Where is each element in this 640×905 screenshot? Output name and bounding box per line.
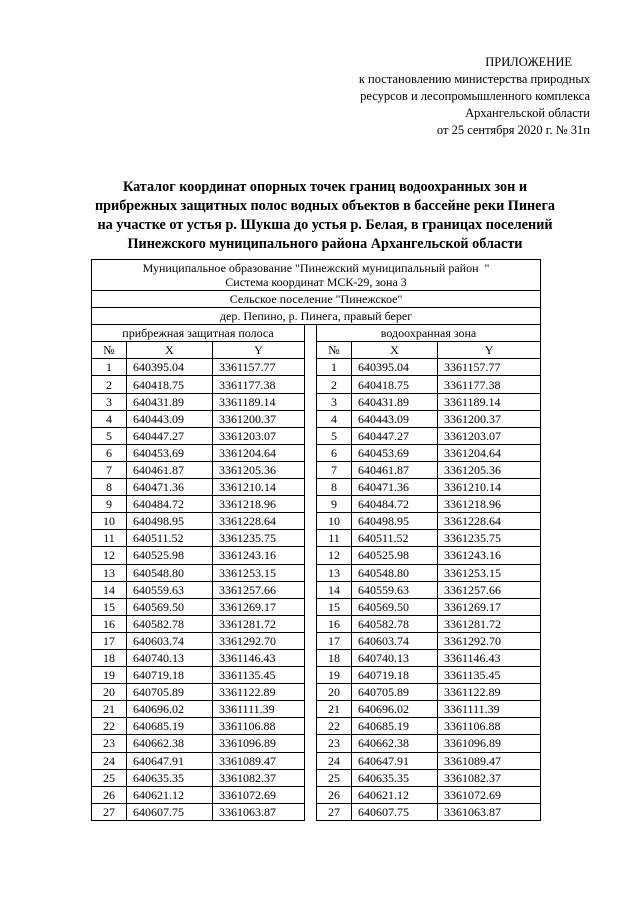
x-value: 640559.63 <box>352 581 438 598</box>
x-value: 640740.13 <box>127 649 213 666</box>
point-number: 11 <box>317 530 352 547</box>
point-number: 22 <box>317 718 352 735</box>
point-number: 24 <box>317 752 352 769</box>
y-value: 3361281.72 <box>438 615 541 632</box>
table-header-row <box>92 260 541 291</box>
table-row <box>92 786 541 803</box>
point-number: 25 <box>92 769 127 786</box>
table-row <box>92 684 541 701</box>
x-value: 640559.63 <box>127 581 213 598</box>
point-number: 9 <box>317 496 352 513</box>
point-number: 22 <box>92 718 127 735</box>
table-row <box>92 752 541 769</box>
table-row <box>92 701 541 718</box>
y-value: 3361228.64 <box>213 513 305 530</box>
y-value: 3361205.36 <box>438 461 541 478</box>
table-row <box>92 632 541 649</box>
table-header-row <box>92 342 541 359</box>
y-value: 3361096.89 <box>438 735 541 752</box>
point-number: 13 <box>317 564 352 581</box>
x-value: 640635.35 <box>127 769 213 786</box>
x-value: 640582.78 <box>352 615 438 632</box>
point-number: 2 <box>317 376 352 393</box>
left-section-label: прибрежная защитная полоса <box>92 325 305 342</box>
table-row <box>92 667 541 684</box>
column-gap <box>305 684 317 701</box>
column-gap <box>305 325 317 342</box>
x-value: 640447.27 <box>352 427 438 444</box>
table-row <box>92 769 541 786</box>
x-value: 640443.09 <box>127 410 213 427</box>
y-value: 3361235.75 <box>213 530 305 547</box>
point-number: 5 <box>317 427 352 444</box>
x-value: 640395.04 <box>352 359 438 376</box>
table-row <box>92 547 541 564</box>
table-row <box>92 461 541 478</box>
column-gap <box>305 581 317 598</box>
x-value: 640461.87 <box>127 461 213 478</box>
point-number: 27 <box>92 803 127 820</box>
y-value: 3361111.39 <box>438 701 541 718</box>
x-value: 640511.52 <box>127 530 213 547</box>
title-line: на участке от устья р. Шукша до устья р. Белая, в границах поселений <box>97 217 553 233</box>
x-value: 640431.89 <box>352 393 438 410</box>
title-line: Пинежского муниципального района Архангельской области <box>127 236 523 252</box>
coordinates-table <box>91 259 541 821</box>
x-value: 640461.87 <box>352 461 438 478</box>
x-value: 640607.75 <box>352 803 438 820</box>
column-gap <box>305 427 317 444</box>
appendix-block <box>300 54 590 139</box>
y-value: 3361228.64 <box>438 513 541 530</box>
x-value: 640569.50 <box>127 598 213 615</box>
x-value: 640484.72 <box>352 496 438 513</box>
col-y-header: Y <box>438 342 541 359</box>
x-value: 640498.95 <box>127 513 213 530</box>
column-gap <box>305 752 317 769</box>
y-value: 3361243.16 <box>213 547 305 564</box>
point-number: 18 <box>317 649 352 666</box>
point-number: 10 <box>317 513 352 530</box>
x-value: 640443.09 <box>352 410 438 427</box>
column-gap <box>305 547 317 564</box>
point-number: 5 <box>92 427 127 444</box>
column-gap <box>305 479 317 496</box>
y-value: 3361177.38 <box>438 376 541 393</box>
point-number: 15 <box>317 598 352 615</box>
point-number: 19 <box>317 667 352 684</box>
point-number: 19 <box>92 667 127 684</box>
y-value: 3361146.43 <box>213 649 305 666</box>
y-value: 3361189.14 <box>213 393 305 410</box>
column-gap <box>305 359 317 376</box>
point-number: 21 <box>92 701 127 718</box>
y-value: 3361292.70 <box>213 632 305 649</box>
point-number: 26 <box>92 786 127 803</box>
y-value: 3361200.37 <box>213 410 305 427</box>
col-no-header: № <box>317 342 352 359</box>
y-value: 3361089.47 <box>438 752 541 769</box>
y-value: 3361189.14 <box>438 393 541 410</box>
column-gap <box>305 461 317 478</box>
x-value: 640569.50 <box>352 598 438 615</box>
x-value: 640696.02 <box>352 701 438 718</box>
table-row <box>92 359 541 376</box>
x-value: 640431.89 <box>127 393 213 410</box>
x-value: 640447.27 <box>127 427 213 444</box>
y-value: 3361200.37 <box>438 410 541 427</box>
col-x-header: X <box>127 342 213 359</box>
x-value: 640418.75 <box>127 376 213 393</box>
table-row <box>92 376 541 393</box>
table-row <box>92 718 541 735</box>
municipality-label: Муниципальное образование "Пинежский муниципальный район " <box>142 261 490 275</box>
point-number: 16 <box>317 615 352 632</box>
point-number: 1 <box>92 359 127 376</box>
y-value: 3361106.88 <box>438 718 541 735</box>
x-value: 640647.91 <box>352 752 438 769</box>
y-value: 3361157.77 <box>438 359 541 376</box>
x-value: 640548.80 <box>127 564 213 581</box>
y-value: 3361210.14 <box>438 479 541 496</box>
column-gap <box>305 393 317 410</box>
point-number: 27 <box>317 803 352 820</box>
point-number: 18 <box>92 649 127 666</box>
point-number: 4 <box>92 410 127 427</box>
x-value: 640685.19 <box>352 718 438 735</box>
table-header-row <box>92 325 541 342</box>
point-number: 23 <box>92 735 127 752</box>
point-number: 14 <box>92 581 127 598</box>
right-section-label: водоохранная зона <box>317 325 541 342</box>
y-value: 3361257.66 <box>438 581 541 598</box>
x-value: 640453.69 <box>352 444 438 461</box>
y-value: 3361253.15 <box>438 564 541 581</box>
column-gap <box>305 615 317 632</box>
x-value: 640471.36 <box>127 479 213 496</box>
x-value: 640607.75 <box>127 803 213 820</box>
table-row <box>92 649 541 666</box>
column-gap <box>305 803 317 820</box>
point-number: 20 <box>92 684 127 701</box>
y-value: 3361203.07 <box>213 427 305 444</box>
point-number: 13 <box>92 564 127 581</box>
table-row <box>92 410 541 427</box>
x-value: 640471.36 <box>352 479 438 496</box>
x-value: 640696.02 <box>127 701 213 718</box>
x-value: 640511.52 <box>352 530 438 547</box>
point-number: 9 <box>92 496 127 513</box>
y-value: 3361082.37 <box>438 769 541 786</box>
point-number: 2 <box>92 376 127 393</box>
point-number: 25 <box>317 769 352 786</box>
table-row <box>92 735 541 752</box>
table-row <box>92 496 541 513</box>
x-value: 640621.12 <box>127 786 213 803</box>
table-header-row <box>92 308 541 325</box>
point-number: 8 <box>92 479 127 496</box>
y-value: 3361082.37 <box>213 769 305 786</box>
point-number: 10 <box>92 513 127 530</box>
title-line: прибрежных защитных полос водных объектов в бассейне реки Пинега <box>94 198 556 214</box>
table-row <box>92 444 541 461</box>
table-row <box>92 513 541 530</box>
table-row <box>92 479 541 496</box>
municipality-cell <box>92 260 541 291</box>
x-value: 640621.12 <box>352 786 438 803</box>
point-number: 3 <box>92 393 127 410</box>
appendix-title: ПРИЛОЖЕНИЕ <box>485 55 572 69</box>
y-value: 3361269.17 <box>213 598 305 615</box>
y-value: 3361063.87 <box>438 803 541 820</box>
column-gap <box>305 342 317 359</box>
x-value: 640662.38 <box>352 735 438 752</box>
table-row <box>92 581 541 598</box>
column-gap <box>305 564 317 581</box>
x-value: 640603.74 <box>127 632 213 649</box>
x-value: 640685.19 <box>127 718 213 735</box>
table-row <box>92 615 541 632</box>
x-value: 640662.38 <box>127 735 213 752</box>
point-number: 12 <box>317 547 352 564</box>
y-value: 3361204.64 <box>213 444 305 461</box>
point-number: 6 <box>92 444 127 461</box>
column-gap <box>305 769 317 786</box>
point-number: 8 <box>317 479 352 496</box>
y-value: 3361257.66 <box>213 581 305 598</box>
point-number: 15 <box>92 598 127 615</box>
location-label: дер. Пепино, р. Пинега, правый берег <box>92 308 541 325</box>
y-value: 3361072.69 <box>438 786 541 803</box>
x-value: 640647.91 <box>127 752 213 769</box>
y-value: 3361135.45 <box>213 667 305 684</box>
point-number: 7 <box>317 461 352 478</box>
table-row <box>92 598 541 615</box>
table-row <box>92 393 541 410</box>
table-row <box>92 530 541 547</box>
y-value: 3361157.77 <box>213 359 305 376</box>
column-gap <box>305 718 317 735</box>
column-gap <box>305 496 317 513</box>
column-gap <box>305 649 317 666</box>
y-value: 3361122.89 <box>213 684 305 701</box>
y-value: 3361096.89 <box>213 735 305 752</box>
point-number: 7 <box>92 461 127 478</box>
x-value: 640719.18 <box>127 667 213 684</box>
x-value: 640453.69 <box>127 444 213 461</box>
x-value: 640548.80 <box>352 564 438 581</box>
y-value: 3361253.15 <box>213 564 305 581</box>
y-value: 3361111.39 <box>213 701 305 718</box>
y-value: 3361292.70 <box>438 632 541 649</box>
y-value: 3361243.16 <box>438 547 541 564</box>
point-number: 23 <box>317 735 352 752</box>
crs-label: Система координат МСК-29, зона 3 <box>225 275 407 289</box>
document-title <box>60 178 590 254</box>
x-value: 640418.75 <box>352 376 438 393</box>
x-value: 640582.78 <box>127 615 213 632</box>
point-number: 12 <box>92 547 127 564</box>
x-value: 640484.72 <box>127 496 213 513</box>
y-value: 3361281.72 <box>213 615 305 632</box>
y-value: 3361218.96 <box>213 496 305 513</box>
y-value: 3361089.47 <box>213 752 305 769</box>
point-number: 17 <box>317 632 352 649</box>
x-value: 640719.18 <box>352 667 438 684</box>
column-gap <box>305 530 317 547</box>
point-number: 26 <box>317 786 352 803</box>
column-gap <box>305 735 317 752</box>
point-number: 11 <box>92 530 127 547</box>
appendix-line: Архангельской области <box>465 106 590 120</box>
point-number: 1 <box>317 359 352 376</box>
y-value: 3361204.64 <box>438 444 541 461</box>
y-value: 3361205.36 <box>213 461 305 478</box>
settlement-label: Сельское поселение "Пинежское" <box>92 291 541 308</box>
column-gap <box>305 786 317 803</box>
title-line: Каталог координат опорных точек границ водоохранных зон и <box>122 179 528 195</box>
col-no-header: № <box>92 342 127 359</box>
table-header-row <box>92 291 541 308</box>
y-value: 3361063.87 <box>213 803 305 820</box>
column-gap <box>305 444 317 461</box>
point-number: 21 <box>317 701 352 718</box>
x-value: 640705.89 <box>352 684 438 701</box>
y-value: 3361146.43 <box>438 649 541 666</box>
column-gap <box>305 667 317 684</box>
point-number: 16 <box>92 615 127 632</box>
x-value: 640635.35 <box>352 769 438 786</box>
x-value: 640395.04 <box>127 359 213 376</box>
y-value: 3361269.17 <box>438 598 541 615</box>
y-value: 3361135.45 <box>438 667 541 684</box>
appendix-line: от 25 сентября 2020 г. № 31п <box>436 123 590 137</box>
table-row <box>92 803 541 820</box>
x-value: 640740.13 <box>352 649 438 666</box>
column-gap <box>305 513 317 530</box>
appendix-line: к постановлению министерства природных <box>358 72 590 86</box>
point-number: 24 <box>92 752 127 769</box>
x-value: 640498.95 <box>352 513 438 530</box>
col-y-header: Y <box>213 342 305 359</box>
y-value: 3361106.88 <box>213 718 305 735</box>
column-gap <box>305 701 317 718</box>
column-gap <box>305 632 317 649</box>
x-value: 640603.74 <box>352 632 438 649</box>
x-value: 640705.89 <box>127 684 213 701</box>
col-x-header: X <box>352 342 438 359</box>
y-value: 3361210.14 <box>213 479 305 496</box>
point-number: 6 <box>317 444 352 461</box>
point-number: 20 <box>317 684 352 701</box>
column-gap <box>305 376 317 393</box>
table-row <box>92 564 541 581</box>
y-value: 3361218.96 <box>438 496 541 513</box>
y-value: 3361235.75 <box>438 530 541 547</box>
appendix-line: ресурсов и лесопромышленного комплекса <box>360 89 590 103</box>
x-value: 640525.98 <box>352 547 438 564</box>
column-gap <box>305 598 317 615</box>
x-value: 640525.98 <box>127 547 213 564</box>
point-number: 3 <box>317 393 352 410</box>
y-value: 3361072.69 <box>213 786 305 803</box>
table-row <box>92 427 541 444</box>
point-number: 17 <box>92 632 127 649</box>
y-value: 3361122.89 <box>438 684 541 701</box>
column-gap <box>305 410 317 427</box>
point-number: 4 <box>317 410 352 427</box>
y-value: 3361177.38 <box>213 376 305 393</box>
y-value: 3361203.07 <box>438 427 541 444</box>
point-number: 14 <box>317 581 352 598</box>
